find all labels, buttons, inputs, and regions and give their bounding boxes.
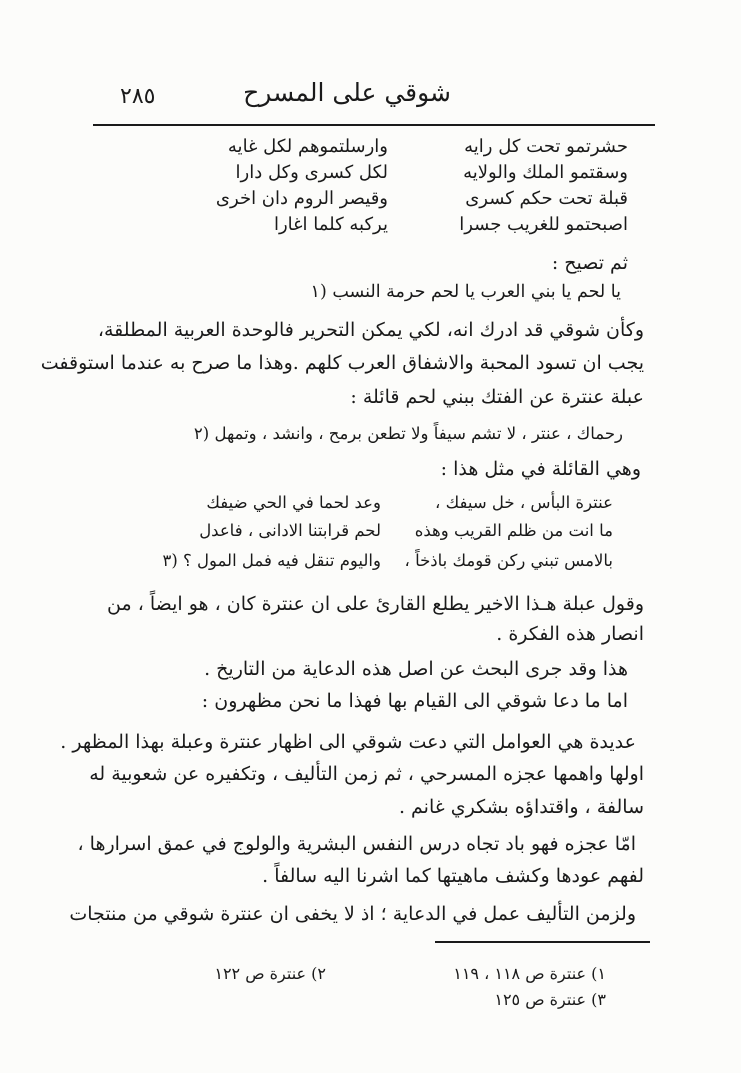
- page-number: ٢٨٥: [120, 84, 156, 109]
- para3: هذا وقد جرى البحث عن اصل هذه الدعاية من التاريخ .: [204, 658, 628, 680]
- poem1-line4-right: اصبحتمو للغريب جسرا: [459, 214, 628, 235]
- page-header-title: شوقي على المسرح: [243, 78, 451, 107]
- poem1-line3-right: قبلة تحت حكم كسرى: [465, 188, 628, 209]
- poem1-line1-right: حشرتمو تحت كل رايه: [464, 136, 628, 157]
- footnote-1: ١) عنترة ص ١١٨ ، ١١٩: [453, 964, 606, 983]
- poem1-line2-left: لكل كسرى وكل دارا: [235, 162, 388, 183]
- para1-line3: عبلة عنترة عن الفتك ببني لحم قائلة :: [350, 386, 644, 408]
- intro-she-said: وهي القائلة في مثل هذا :: [440, 458, 641, 480]
- poem2-line2-right: ما انت من ظلم القريب وهذه: [414, 521, 613, 540]
- poem2-line2-left: لحم قرابتنا الادانى ، فاعدل: [199, 521, 381, 540]
- para2-line1: وقول عبلة هـذا الاخير يطلع القارئ على ان عنترة كان ، هو ايضاً ، من: [107, 593, 644, 615]
- para2-line2: انصار هذه الفكرة .: [496, 623, 644, 645]
- para6-line1: امّا عجزه فهو باد تجاه درس النفس البشرية والولوج في عمق اسرارها ،: [77, 833, 636, 855]
- poem2-line1-left: وعد لحما في الحي ضيفك: [206, 493, 381, 512]
- poem1-line1-left: وارسلتموهم لكل غايه: [227, 136, 388, 157]
- para5-line3: سالفة ، واقتداؤه بشكري غانم .: [398, 796, 644, 818]
- poem1-line4-left: يركبه كلما اغارا: [273, 214, 388, 235]
- poem1-line3-left: وقيصر الروم دان اخرى: [215, 188, 388, 209]
- para1-line2: يجب ان تسود المحبة والاشفاق العرب كلهم .وهذا ما صرح به عندما استوقفت: [40, 352, 644, 374]
- para7: ولزمن التأليف عمل في الدعاية ؛ اذ لا يخفى ان عنترة شوقي من منتجات: [69, 903, 636, 925]
- footnote-3: ٣) عنترة ص ١٢٥: [494, 990, 606, 1009]
- para1-line1: وكأن شوقي قد ادرك انه، لكي يمكن التحرير فالوحدة العربية المطلقة،: [97, 319, 644, 341]
- para6-line2: لفهم عودها وكشف ماهيتها كما اشرنا اليه سالفاً .: [262, 865, 644, 887]
- para5-line1: عديدة هي العوامل التي دعت شوقي الى اظهار عنترة وعبلة بهذا المظهر .: [60, 731, 636, 753]
- poem2-line3-right: بالامس تبني ركن قومك باذخاً ،: [404, 551, 613, 570]
- intro-cries: ثم تصيح :: [551, 252, 628, 274]
- quote-abla: رحماك ، عنتر ، لا تشم سيفاً ولا تطعن برمح ، وانشد ، وتمهل (٢: [193, 424, 623, 443]
- footnote-2: ٢) عنترة ص ١٢٢: [214, 964, 326, 983]
- poem2-line3-left: واليوم تنقل فيه فمل المول ؟ (٣: [162, 551, 381, 570]
- footnote-rule: [435, 941, 650, 943]
- para5-line2: اولها واهمها عجزه المسرحي ، ثم زمن التأليف ، وتكفيره عن شعوبية له: [89, 763, 644, 785]
- poem2-line1-right: عنترة البأس ، خل سيفك ،: [435, 493, 613, 512]
- para4: اما ما دعا شوقي الى القيام بها فهذا ما نحن مظهرون :: [201, 690, 628, 712]
- centered-verse: يا لحم يا بني العرب يا لحم حرمة النسب (١: [310, 282, 621, 302]
- header-rule: [93, 124, 655, 126]
- poem1-line2-right: وسقتمو الملك والولايه: [463, 162, 628, 183]
